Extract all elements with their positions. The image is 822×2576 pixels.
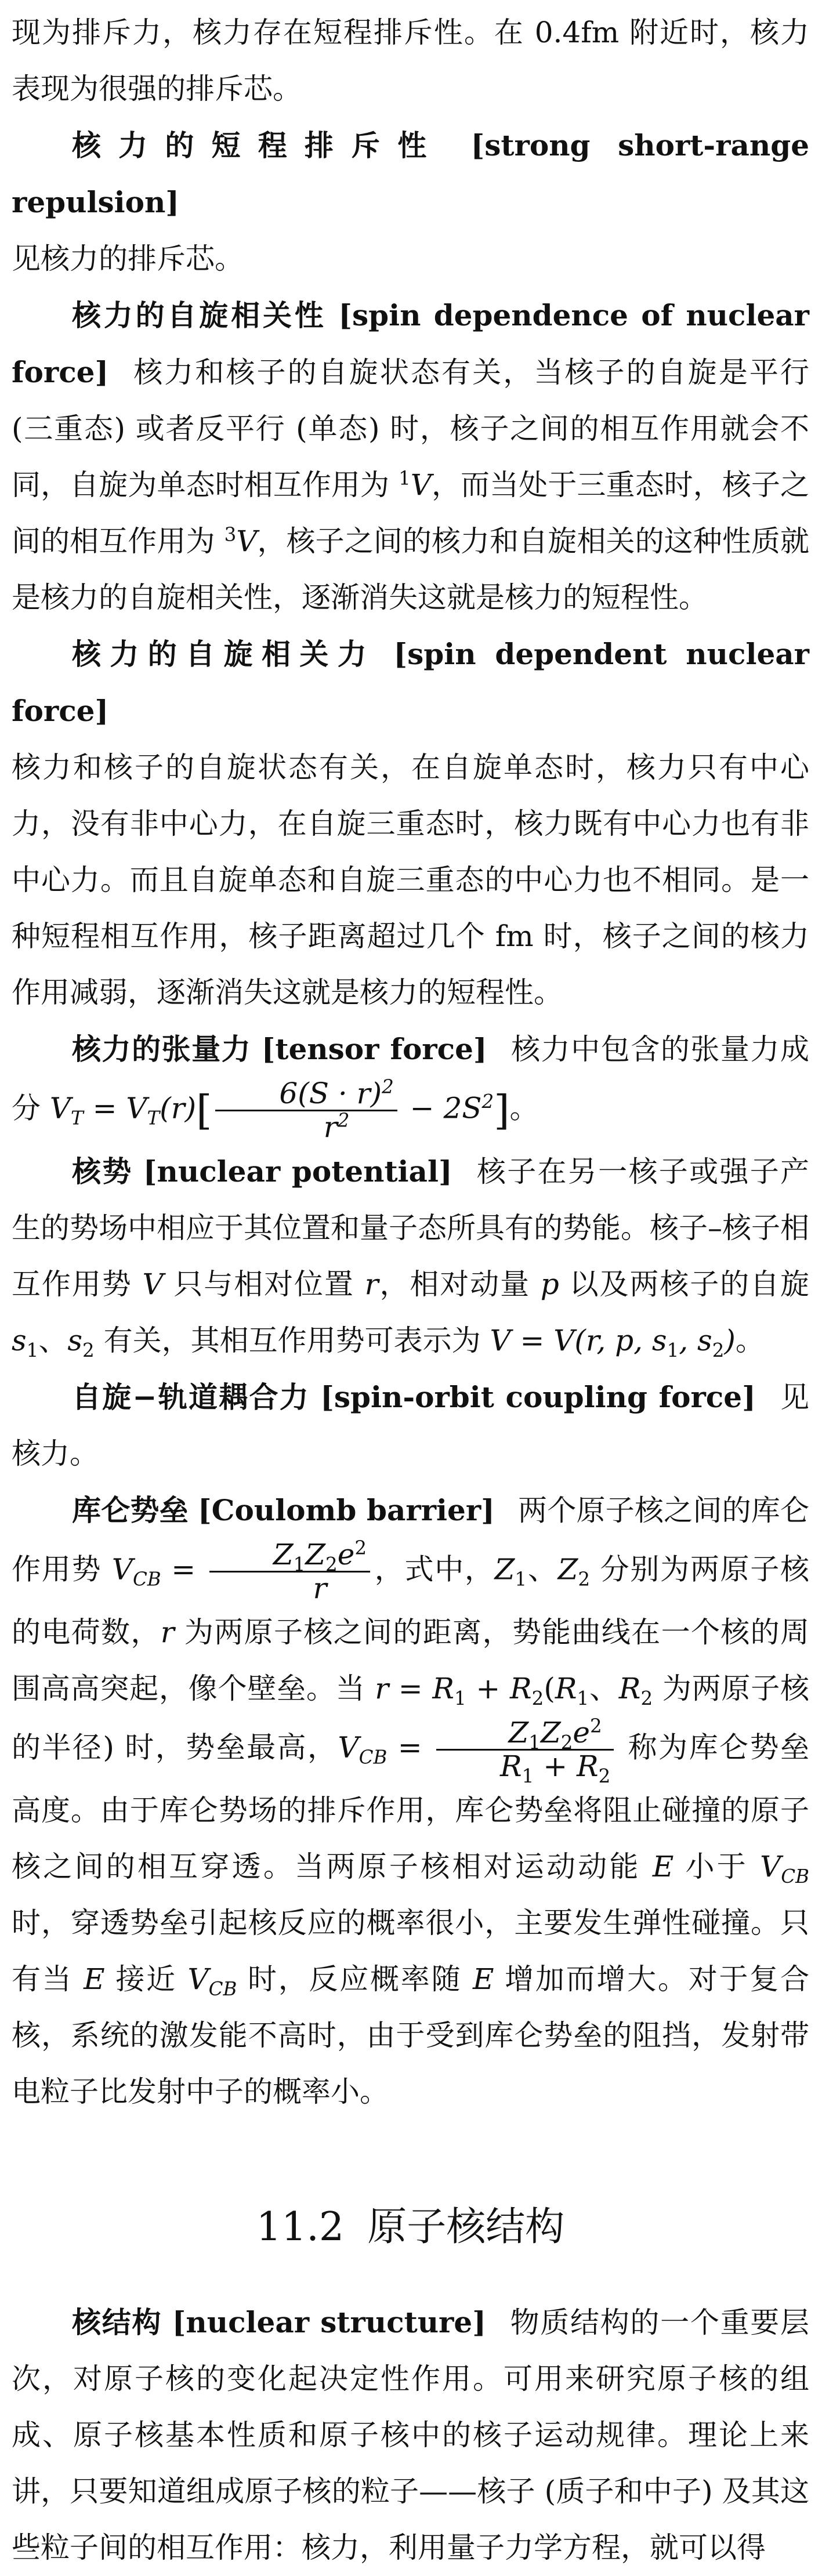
left-bracket: [ (196, 1086, 212, 1134)
math-var: e (573, 1716, 591, 1749)
entry-body: 两个原子核之间的库仑作用势 (12, 1494, 810, 1586)
fraction-denominator (215, 1111, 397, 1143)
math-var: V (410, 468, 432, 502)
math-var: s (12, 1324, 27, 1357)
math-var: Z (508, 1716, 529, 1749)
math-sup: 2 (590, 1715, 602, 1737)
entry-body: ，相对动量 (378, 1267, 541, 1301)
math-var: = V (83, 1091, 147, 1125)
entry-body: 接近 (104, 1962, 188, 1996)
math-var: e (337, 1538, 355, 1571)
paren: ( (544, 1672, 555, 1705)
math-sub: 1 (667, 1339, 679, 1361)
entry-body: 只与相对位置 (163, 1267, 365, 1301)
continuation-text: 现为排斥力，核力存在短程排斥性。在 0.4fm 附近时，核力表现为很强的排斥芯。 (12, 16, 809, 106)
math-sub: 1 (454, 1687, 466, 1709)
math-var: V (236, 524, 258, 558)
entry-body: 有关，其相互作用势可表示为 (94, 1324, 490, 1357)
entry-term: 库仑势垒 (72, 1494, 189, 1527)
fraction-denominator (436, 1749, 614, 1787)
math-sub: 2 (712, 1339, 725, 1361)
math-sup: 2 (382, 1075, 394, 1098)
entry-tensor-force (12, 1021, 809, 1143)
entry-english: [spin dependent nuclear force] (12, 637, 810, 728)
math-sub: 1 (515, 1568, 527, 1590)
math-var: V (760, 1850, 781, 1883)
entry-body: 核力和核子的自旋状态有关，在自旋单态时，核力只有中心力，没有非中心力，在自旋三重态时，核力既有中心力也有非中心力。而且自旋单态和自旋三重态的中心力也不相同。是一种短程相互作用，核子距离超过几个 fm 时，核子之间的核力作用减弱，逐渐消失这就是核力的短程性。 (12, 751, 809, 1009)
math-var: Z (305, 1538, 326, 1571)
entry-term: 核力的自旋相关性 (72, 299, 327, 332)
entry-english: [tensor force] (261, 1032, 487, 1066)
math-sub: 1 (577, 1687, 589, 1709)
math-var: − 2S (400, 1091, 482, 1125)
entry-body: 核力和核子的自旋状态有关，当核子的自旋是平行 (三重态) 或者反平行 (单态) 时，核子之间的相互作用就会不同，自旋为单态时相互作用为 (12, 356, 809, 502)
math-formula: ) (724, 1324, 736, 1357)
math-var: R (555, 1672, 577, 1705)
entry-body: 核子在另一核子或强子产生的势场中相应于其位置和量子态所具有的势能。核子–核子相互作用势 (12, 1155, 810, 1301)
math-sub: T (147, 1107, 160, 1129)
entry-short-range-repulsion (12, 117, 809, 287)
entry-body: 以及两核子的自旋 (559, 1267, 809, 1301)
entry-body: 增加而增大。对于复合核，系统的激发能不高时，由于受到库仑势垒的阻挡，发射带电粒子比发射中子的概率小。 (12, 1962, 809, 2108)
math-sub: 1 (522, 1765, 534, 1787)
math-var: E (84, 1962, 105, 1996)
entry-term: 核力的自旋相关力 (72, 637, 376, 671)
math-sup: 1 (399, 467, 411, 490)
entry-body: 为两原子核之间的距离，势能曲线在一个核的周围高高突起，像个壁垒。当 (12, 1615, 810, 1705)
section-number: 11.2 (256, 2204, 345, 2250)
math-sub: 1 (528, 1731, 541, 1753)
math-var: (r) (160, 1091, 197, 1125)
math-sub: 1 (26, 1339, 39, 1361)
entry-body: 见核力的排斥芯。 (12, 242, 244, 276)
entry-body: 分别为两原子核的电荷数， (12, 1552, 810, 1649)
entry-spin-dependence (12, 287, 809, 626)
entry-term: 核势 (72, 1155, 133, 1189)
math-sub: 2 (578, 1568, 590, 1590)
entry-english: [nuclear potential] (143, 1154, 452, 1189)
math-var: V (142, 1267, 164, 1301)
math-var: Z (273, 1538, 294, 1571)
math-sub: CB (781, 1865, 809, 1887)
math-var: R (499, 1749, 522, 1783)
math-sub: 2 (82, 1339, 95, 1361)
math-formula: V = V(r, p, s (490, 1324, 667, 1357)
math-sub: T (71, 1107, 84, 1129)
fraction-denominator (209, 1573, 370, 1604)
math-var: r (323, 1110, 338, 1144)
entry-english: [Coulomb barrier] (198, 1493, 495, 1527)
entry-body: 称为库仑势垒高度。由于库仑势场的排斥作用，库仑势垒将阻止碰撞的原子核之间的相互穿透。当两原子核相对运动动能 (12, 1730, 809, 1883)
math-var: V (111, 1552, 133, 1586)
math-sup: 3 (224, 523, 237, 546)
paragraph-continuation (12, 5, 809, 117)
entry-body: 。 (735, 1324, 765, 1357)
section-heading (12, 2201, 809, 2253)
math-sub: 1 (293, 1553, 306, 1575)
math-var: s (67, 1324, 83, 1357)
math-eq-sign: = (161, 1552, 206, 1586)
math-var: R (618, 1672, 641, 1705)
math-sub: CB (132, 1568, 161, 1590)
math-var: E (472, 1962, 494, 1996)
math-eq-sign: = (387, 1730, 433, 1765)
entry-body: 物质结构的一个重要层次，对原子核的变化起决定性作用。可用来研究原子核的组成、原子核基本性质和原子核中的核子运动规律。理论上来讲，只要知道组成原子核的粒子——核子 (质子和中子) 及其这些粒子间的相互作用：核力，利用量子力学方程，就可以得 (12, 2306, 809, 2564)
entry-body: ，核子之间的核力和自旋相关的这种性质就是核力的自旋相关性，逐渐消失这就是核力的短程性。 (12, 524, 809, 614)
entry-term: 核力的张量力 (72, 1032, 252, 1066)
math-sub: 2 (640, 1687, 653, 1709)
math-var: r (364, 1267, 379, 1301)
entry-nuclear-structure (12, 2294, 809, 2576)
math-var: V (338, 1730, 359, 1765)
math-var: E (652, 1850, 674, 1883)
fraction (436, 1715, 614, 1787)
entry-body: 为两原子核的半径) 时，势垒最高， (12, 1672, 810, 1765)
math-sub: 2 (560, 1731, 573, 1753)
separator: 、 (589, 1672, 619, 1705)
math-var: Z (494, 1552, 515, 1586)
fraction (215, 1075, 397, 1144)
math-var: V (49, 1091, 71, 1125)
entry-spin-orbit (12, 1369, 809, 1482)
entry-body: 小于 (673, 1850, 761, 1883)
fraction-numerator (209, 1539, 370, 1573)
math-sub: 2 (325, 1553, 338, 1575)
entry-body: 时，反应概率随 (237, 1962, 473, 1996)
entry-term: 核结构 (72, 2306, 162, 2339)
math-formula: + R (466, 1672, 532, 1705)
entry-body: ，式中， (374, 1552, 495, 1586)
entry-term: 核力的短程排斥性 (72, 129, 444, 162)
math-sup: 2 (481, 1090, 494, 1113)
math-sub: 2 (598, 1765, 611, 1787)
entry-term: 自旋−轨道耦合力 (72, 1381, 310, 1414)
section-title-text: 原子核结构 (367, 2204, 565, 2250)
entry-english: [nuclear structure] (172, 2305, 486, 2339)
math-var: Z (557, 1552, 578, 1586)
math-formula: , s (679, 1324, 712, 1357)
entry-body: 核力中包含的张量力成分 (12, 1032, 810, 1125)
math-var: Z (540, 1716, 561, 1749)
entry-spin-dependent-force (12, 626, 809, 1021)
entry-body: 时，穿透势垒引起核反应的概率很小，主要发生弹性碰撞。只有当 (12, 1906, 809, 1996)
math-sub: CB (359, 1746, 388, 1769)
entry-coulomb-barrier (12, 1482, 809, 2120)
fraction-numerator (436, 1717, 614, 1751)
entry-body: 见核力。 (12, 1381, 810, 1470)
math-var: r (160, 1615, 175, 1649)
separator: 、 (527, 1552, 558, 1586)
math-var: V (187, 1962, 209, 1996)
entry-nuclear-potential (12, 1143, 809, 1369)
entry-english: [spin dependence of nuclear force] (12, 298, 810, 389)
math-formula: r = R (375, 1672, 455, 1705)
fraction-numerator (215, 1075, 397, 1111)
fraction (209, 1539, 370, 1604)
math-sup: 2 (337, 1109, 350, 1132)
math-var: p (540, 1267, 559, 1301)
math-sub: 2 (531, 1687, 544, 1709)
entry-body: ，而当处于三重态时，核子之间的相互作用为 (12, 468, 809, 558)
entry-english: [strong short-range repulsion] (12, 128, 810, 219)
right-bracket: ] (494, 1086, 510, 1134)
entry-body: 。 (509, 1091, 539, 1125)
math-var: r (313, 1571, 327, 1605)
math-sup: 2 (354, 1537, 367, 1559)
math-sub: CB (208, 1978, 237, 2000)
separator: 、 (38, 1324, 68, 1357)
entry-english: [spin-orbit coupling force] (320, 1380, 756, 1414)
math-var: 6(S · r) (279, 1077, 382, 1110)
math-var: + R (534, 1749, 599, 1783)
